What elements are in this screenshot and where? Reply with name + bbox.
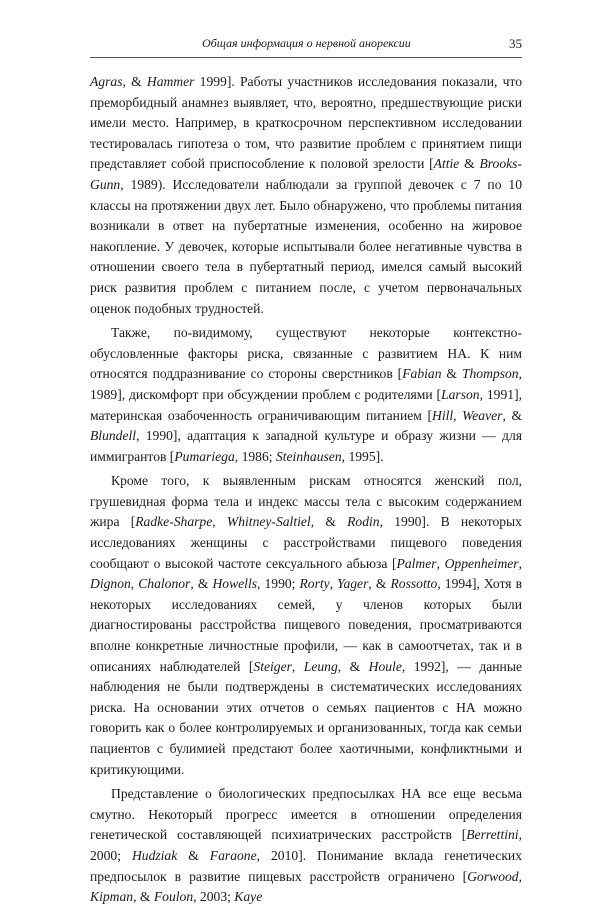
text-run: , — [212, 514, 227, 530]
text-run: , 1989). Исследователи наблюдали за группой девочек с 7 по 10 классы на протяжении двух лет. Было обнаружено, что проблемы питания возникали в ответ на пубертатные изменения, особенно на жировое накопление. У девочек, которые испытывали более негативные чувства в отношении своего тела в пубертатный период, имелся самый высокий риск развития проблем с питанием после, с учетом первоначальных оценок подобных трудностей. — [90, 176, 522, 316]
text-run: , & — [368, 576, 391, 592]
text-run: , & — [190, 576, 213, 592]
citation-author: Palmer — [396, 555, 437, 571]
citation-author: Blundell — [90, 428, 137, 444]
paragraph-3 — [90, 471, 522, 780]
text-run: Также, по-видимому, существуют некоторые контекстно-обусловленные факторы риска, связанные с развитием НА. К ним относятся поддразнивание со стороны сверстников [ — [90, 325, 522, 382]
text-run: & — [459, 156, 480, 172]
citation-author: Hammer — [146, 74, 195, 89]
paragraph-1 — [90, 72, 522, 319]
citation-author: Kipman — [90, 889, 134, 905]
citation-author: Houle — [368, 658, 402, 674]
text-run: , & — [122, 74, 147, 89]
text-run: , — [130, 576, 139, 592]
citation-author: Larson — [441, 386, 480, 402]
citation-author: Leung — [303, 658, 338, 674]
citation-author: Weaver — [462, 407, 503, 423]
text-run: , 1989], дискомфорт при обсуждении проблем с родителями [ — [90, 366, 522, 402]
citation-author: Berrettini — [466, 827, 519, 843]
text-run: , 1992], — данные наблюдения не были подтверждены в систематических исследованиях риска. На основании этих отчетов о семьях пациентов с НА можно говорить как о более контролируемых и организованных, тогда как семьи пациентов с булимией предстают более хаотичными, конфликтными и критикующими. — [90, 658, 522, 777]
citation-author: Faraone — [209, 847, 257, 863]
header-rule — [90, 57, 522, 58]
text-run: , & — [133, 889, 154, 905]
text-run: Кроме того, к выявленным рискам относятся женский пол, грушевидная форма тела и индекс массы тела с высоким содержанием жира [ — [90, 473, 522, 530]
text-run: , 1990], адаптация к западной культуре и образу жизни — для иммигрантов [ — [90, 428, 522, 464]
text-run: , 2000; — [90, 827, 522, 863]
text-run: , — [518, 868, 522, 884]
citation-author: Hill — [432, 407, 454, 423]
citation-author: Fabian — [402, 366, 442, 382]
citation-author: Pumariega — [174, 448, 235, 464]
running-title: Общая информация о нервной анорексии — [202, 36, 411, 50]
paragraph-4 — [90, 784, 522, 908]
body-text — [90, 72, 522, 912]
text-run: , 1990]. В некоторых исследованиях женщины с расстройствами пищевого поведения сообщают о высокой частоте сексуального абьюза [ — [90, 514, 522, 571]
citation-author: Foulon — [153, 889, 194, 905]
citation-author: Rossotto — [390, 576, 438, 592]
citation-author: Gorwood — [467, 868, 519, 884]
page-number: 35 — [509, 36, 522, 51]
text-run: , 2003; — [193, 889, 235, 905]
text-run: , 1991], материнская озабоченность ограничивающим питанием [ — [90, 386, 522, 423]
text-run: 1999]. Работы участников исследования показали, что преморбидный анамнез выявляет, что, вероятно, предшествующие риски имели место. Например, в краткосрочном перспективном исследовании тестировалась гипотеза о том, что развитие проблем с принятием пищи представляет собой приспособление к половой зрелости [ — [90, 74, 522, 172]
text-run: Представление о биологических предпосылках НА все еще весьма смутно. Некоторый прогресс имеется в отношении определения генетической составляющей психиатрических расстройств [ — [90, 786, 522, 843]
text-run: , 2010]. Понимание вклада генетических предпосылок в развитие пищевых расстройств ограничено [ — [90, 847, 522, 884]
text-run: & — [441, 366, 462, 382]
citation-author: Rorty — [299, 576, 330, 592]
text-run: , — [453, 407, 463, 423]
citation-author: Agras — [90, 74, 123, 89]
text-run: , 1990; — [257, 576, 300, 592]
citation-author: Steinhausen — [275, 448, 342, 464]
citation-author: Attie — [433, 156, 460, 172]
citation-author: Oppenheimer — [444, 555, 519, 571]
citation-author: Thompson — [461, 366, 519, 382]
running-head — [90, 36, 522, 52]
text-run: , & — [310, 514, 348, 530]
citation-author: Radke-Sharpe — [135, 514, 213, 530]
text-run: , 1995]. — [341, 448, 384, 464]
citation-author: Yager — [337, 576, 369, 592]
citation-author: Whitney-Saltiel — [226, 514, 311, 530]
paragraph-2 — [90, 323, 522, 467]
citation-author: Dignon — [90, 576, 131, 592]
text-run: , — [518, 555, 522, 571]
citation-author: Brooks-Gunn — [90, 156, 522, 192]
citation-author: Chalonor — [138, 576, 191, 592]
text-run: , — [436, 555, 445, 571]
citation-author: Rodin — [347, 514, 380, 530]
citation-author: Steiger — [253, 658, 292, 674]
text-run: , — [291, 658, 304, 674]
text-run: & — [177, 847, 210, 863]
citation-author: Howells — [212, 576, 258, 592]
text-run: , 1994], Хотя в некоторых исследованиях семей, у членов которых были диагностированы расстройства пищевого поведения, просматриваются вполне конкретные личностные профили, — как в самоотчетах, так и в описаниях наблюдателей [ — [90, 576, 522, 674]
text-run: , 1986; — [234, 448, 276, 464]
text-run: , — [329, 576, 338, 592]
text-run: , & — [337, 658, 369, 674]
text-run: , & — [502, 407, 523, 423]
citation-author: Kaye — [234, 889, 263, 905]
citation-author: Hudziak — [131, 847, 178, 863]
